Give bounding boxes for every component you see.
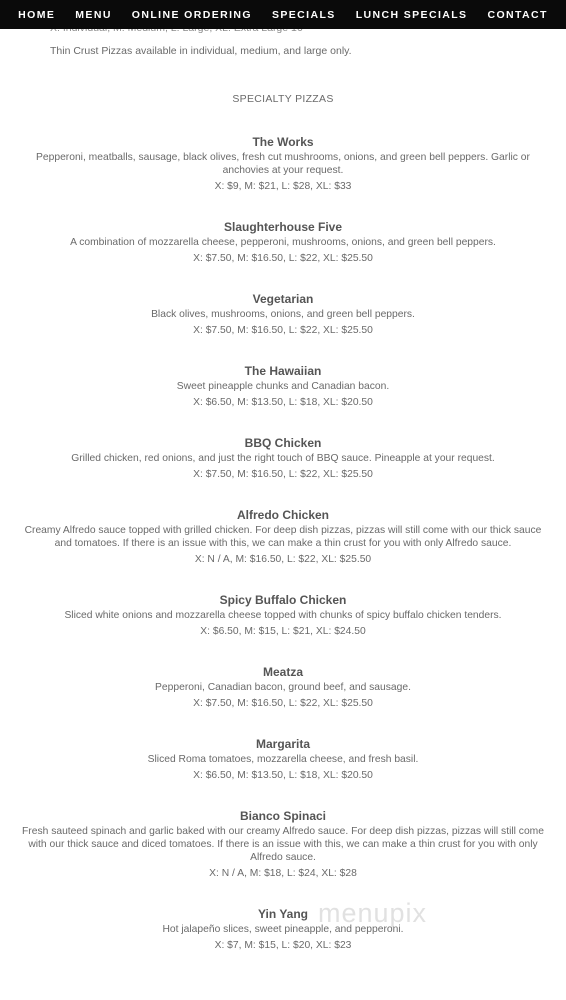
pizza-description: Pepperoni, meatballs, sausage, black olives, fresh cut mushrooms, onions, and green bell peppers. Garlic or anchovies at your request. bbox=[36, 152, 530, 176]
menu-item bbox=[18, 219, 548, 265]
specialty-pizza-list bbox=[18, 134, 548, 978]
pizza-prices: X: $6.50, M: $13.50, L: $18, XL: $20.50 bbox=[193, 397, 373, 408]
watermark-logo: menupix bbox=[318, 898, 428, 928]
section-title: SPECIALTY PIZZAS bbox=[232, 93, 334, 105]
nav-item-home[interactable]: HOME bbox=[18, 8, 56, 21]
pizza-name: Margarita bbox=[255, 737, 311, 751]
pizza-description: A combination of mozzarella cheese, pepperoni, mushrooms, onions, and green bell peppers. bbox=[70, 237, 496, 248]
pizza-name: BBQ Chicken bbox=[244, 436, 322, 450]
menu-item bbox=[18, 736, 548, 782]
pizza-description: Sliced white onions and mozzarella cheese topped with chunks of spicy buffalo chicken tenders. bbox=[64, 610, 502, 621]
pizza-prices: X: $6.50, M: $15, L: $21, XL: $24.50 bbox=[200, 626, 366, 637]
pizza-prices: X: $6.50, M: $13.50, L: $18, XL: $20.50 bbox=[193, 770, 373, 781]
top-navigation-bar bbox=[0, 0, 566, 29]
pizza-prices: X: $7, M: $15, L: $20, XL: $23 bbox=[214, 940, 352, 951]
pizza-description: Sliced Roma tomatoes, mozzarella cheese, and fresh basil. bbox=[147, 754, 419, 765]
pizza-name: Alfredo Chicken bbox=[236, 508, 329, 522]
pizza-description: Fresh sauteed spinach and garlic baked with our creamy Alfredo sauce. For deep dish pizzas, pizzas will still come with our thick sauce and diced tomatoes. If there is an issue with this, we can make a thin crust for you with only Alfredo sauce. bbox=[22, 826, 544, 863]
menu-item bbox=[18, 664, 548, 710]
pizza-name: Slaughterhouse Five bbox=[223, 220, 343, 234]
pizza-prices: X: $7.50, M: $16.50, L: $22, XL: $25.50 bbox=[193, 253, 373, 264]
nav-item-specials[interactable]: SPECIALS bbox=[271, 8, 336, 21]
pizza-prices: X: $7.50, M: $16.50, L: $22, XL: $25.50 bbox=[193, 325, 373, 336]
pizza-name: Bianco Spinaci bbox=[239, 809, 327, 823]
menu-item bbox=[18, 592, 548, 638]
thin-crust-note: Thin Crust Pizzas available in individual, medium, and large only. bbox=[50, 45, 352, 57]
pizza-name: Spicy Buffalo Chicken bbox=[219, 593, 347, 607]
pizza-description: Creamy Alfredo sauce topped with grilled chicken. For deep dish pizzas, pizzas will still come with our thick sauce and tomatoes. If there is an issue with this, we can make a thin crust for you with only Alfredo sauce. bbox=[24, 525, 542, 549]
menu-item bbox=[18, 906, 548, 952]
pizza-prices: X: N / A, M: $18, L: $24, XL: $28 bbox=[209, 868, 357, 879]
pizza-description: Pepperoni, Canadian bacon, ground beef, and sausage. bbox=[155, 682, 411, 693]
menu-item bbox=[18, 363, 548, 409]
pizza-prices: X: $9, M: $21, L: $28, XL: $33 bbox=[214, 181, 352, 192]
pizza-name: Vegetarian bbox=[252, 292, 314, 306]
nav-item-contact[interactable]: CONTACT bbox=[487, 8, 548, 21]
pizza-description: Hot jalapeño slices, sweet pineapple, and pepperoni. bbox=[162, 924, 404, 935]
nav-item-online-ordering[interactable]: ONLINE ORDERING bbox=[131, 8, 252, 21]
menu-item bbox=[18, 291, 548, 337]
pizza-description: Grilled chicken, red onions, and just the right touch of BBQ sauce. Pineapple at your request. bbox=[71, 453, 495, 464]
menu-item bbox=[18, 134, 548, 193]
menu-item bbox=[18, 507, 548, 566]
pizza-name: Meatza bbox=[262, 665, 303, 679]
pizza-name: The Works bbox=[252, 135, 314, 149]
pizza-prices: X: $7.50, M: $16.50, L: $22, XL: $25.50 bbox=[193, 698, 373, 709]
pizza-prices: X: $7.50, M: $16.50, L: $22, XL: $25.50 bbox=[193, 469, 373, 480]
pizza-description: Black olives, mushrooms, onions, and green bell peppers. bbox=[151, 309, 415, 320]
pizza-description: Sweet pineapple chunks and Canadian bacon. bbox=[176, 381, 390, 392]
pizza-name: The Hawaiian bbox=[244, 364, 322, 378]
menu-item bbox=[18, 435, 548, 481]
nav-item-lunch-specials[interactable]: LUNCH SPECIALS bbox=[355, 8, 468, 21]
menu-item bbox=[18, 808, 548, 880]
pizza-name: Yin Yang bbox=[257, 907, 308, 921]
pizza-prices: X: N / A, M: $16.50, L: $22, XL: $25.50 bbox=[194, 554, 372, 565]
nav-item-menu[interactable]: MENU bbox=[75, 8, 112, 21]
